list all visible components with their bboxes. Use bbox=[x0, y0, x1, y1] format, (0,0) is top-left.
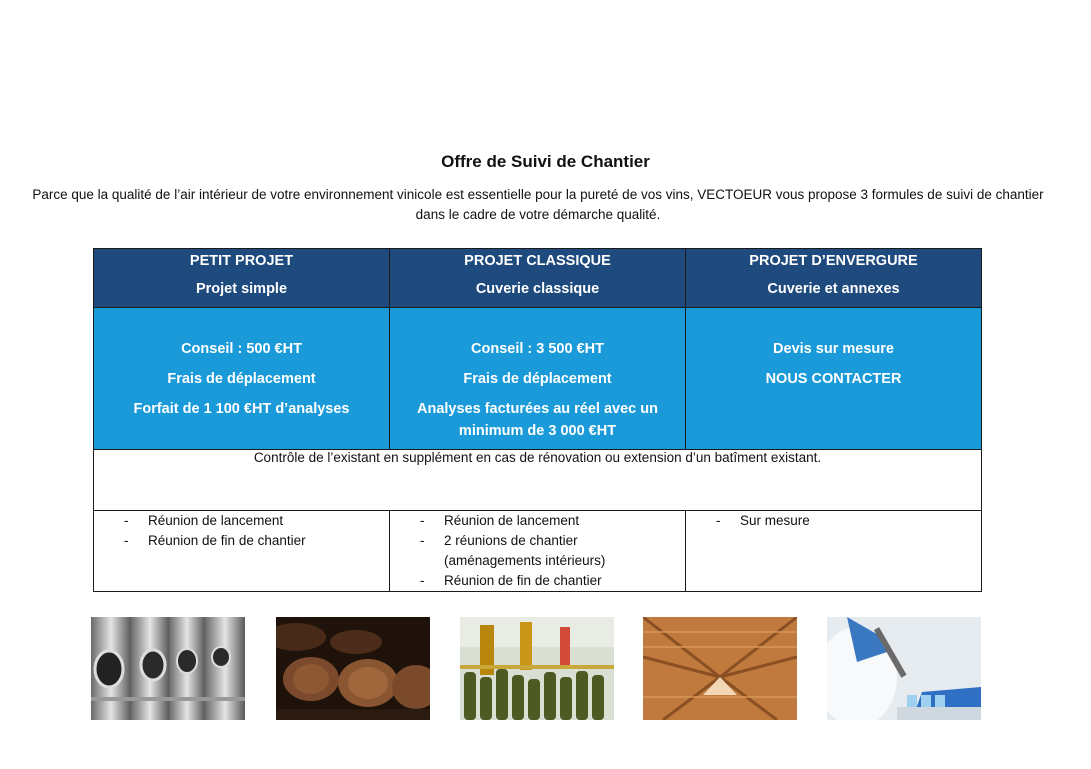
offer-table bbox=[93, 248, 982, 592]
column-title: PROJET CLASSIQUE bbox=[464, 253, 611, 269]
list-item: - 2 réunions de chantier (aménagements intérieurs) bbox=[390, 531, 685, 571]
offer-pricing-row bbox=[94, 308, 982, 450]
photo-strip bbox=[0, 617, 1091, 720]
pricing-cell-projet-classique bbox=[390, 308, 686, 450]
meetings-cell-projet-classique bbox=[390, 511, 686, 592]
pricing-line: Frais de déplacement bbox=[463, 371, 612, 387]
column-title: PROJET D’ENVERGURE bbox=[749, 253, 918, 269]
pricing-line: Devis sur mesure bbox=[773, 341, 894, 357]
offer-meetings-row bbox=[94, 511, 982, 592]
offer-note-row bbox=[94, 450, 982, 511]
pricing-line: Conseil : 500 €HT bbox=[181, 341, 302, 357]
column-header-projet-classique bbox=[390, 249, 686, 308]
meetings-list bbox=[390, 511, 685, 591]
pricing-cell-projet-envergure bbox=[686, 308, 982, 450]
column-header-petit-projet bbox=[94, 249, 390, 308]
meetings-cell-projet-envergure bbox=[686, 511, 982, 592]
steel-tanks-photo bbox=[91, 617, 245, 720]
column-subtitle: Cuverie et annexes bbox=[767, 281, 900, 297]
intro-paragraph: Parce que la qualité de l’air intérieur de votre environnement vinicole est essentielle pour la pureté de vos vins, VECTOEUR vous propose 3 formules de suivi de chantier dans le cadre de votre démarche qualité. bbox=[32, 187, 1044, 222]
page-title: Offre de Suivi de Chantier bbox=[441, 152, 650, 171]
wine-barrels-photo bbox=[276, 617, 430, 720]
pricing-line: Frais de déplacement bbox=[167, 371, 316, 387]
meetings-list bbox=[94, 511, 389, 551]
meetings-list bbox=[686, 511, 981, 531]
pricing-line: Conseil : 3 500 €HT bbox=[471, 341, 604, 357]
wooden-roof-photo bbox=[643, 617, 797, 720]
pricing-line: Forfait de 1 100 €HT d’analyses bbox=[133, 401, 350, 417]
meetings-cell-petit-projet bbox=[94, 511, 390, 592]
column-subtitle: Projet simple bbox=[195, 281, 288, 297]
column-header-projet-envergure bbox=[686, 249, 982, 308]
pricing-line: Analyses facturées au réel avec un minimum de 3 000 €HT bbox=[417, 401, 658, 439]
list-item: - Réunion de lancement bbox=[390, 511, 685, 531]
column-title: PETIT PROJET bbox=[189, 253, 294, 269]
column-subtitle: Cuverie classique bbox=[475, 281, 600, 297]
list-item: - Réunion de fin de chantier bbox=[94, 531, 389, 551]
contact-us-text: NOUS CONTACTER bbox=[765, 371, 902, 387]
bottling-line-photo bbox=[460, 617, 614, 720]
list-item: - Réunion de lancement bbox=[94, 511, 389, 531]
list-item: - Réunion de fin de chantier bbox=[390, 571, 685, 591]
renovation-note: Contrôle de l’existant en supplément en cas de rénovation ou extension d’un batîment existant. bbox=[94, 450, 982, 511]
list-item: - Sur mesure bbox=[686, 511, 981, 531]
pricing-cell-petit-projet bbox=[94, 308, 390, 450]
offer-header-row bbox=[94, 249, 982, 308]
laboratory-pipette-photo bbox=[827, 617, 981, 720]
